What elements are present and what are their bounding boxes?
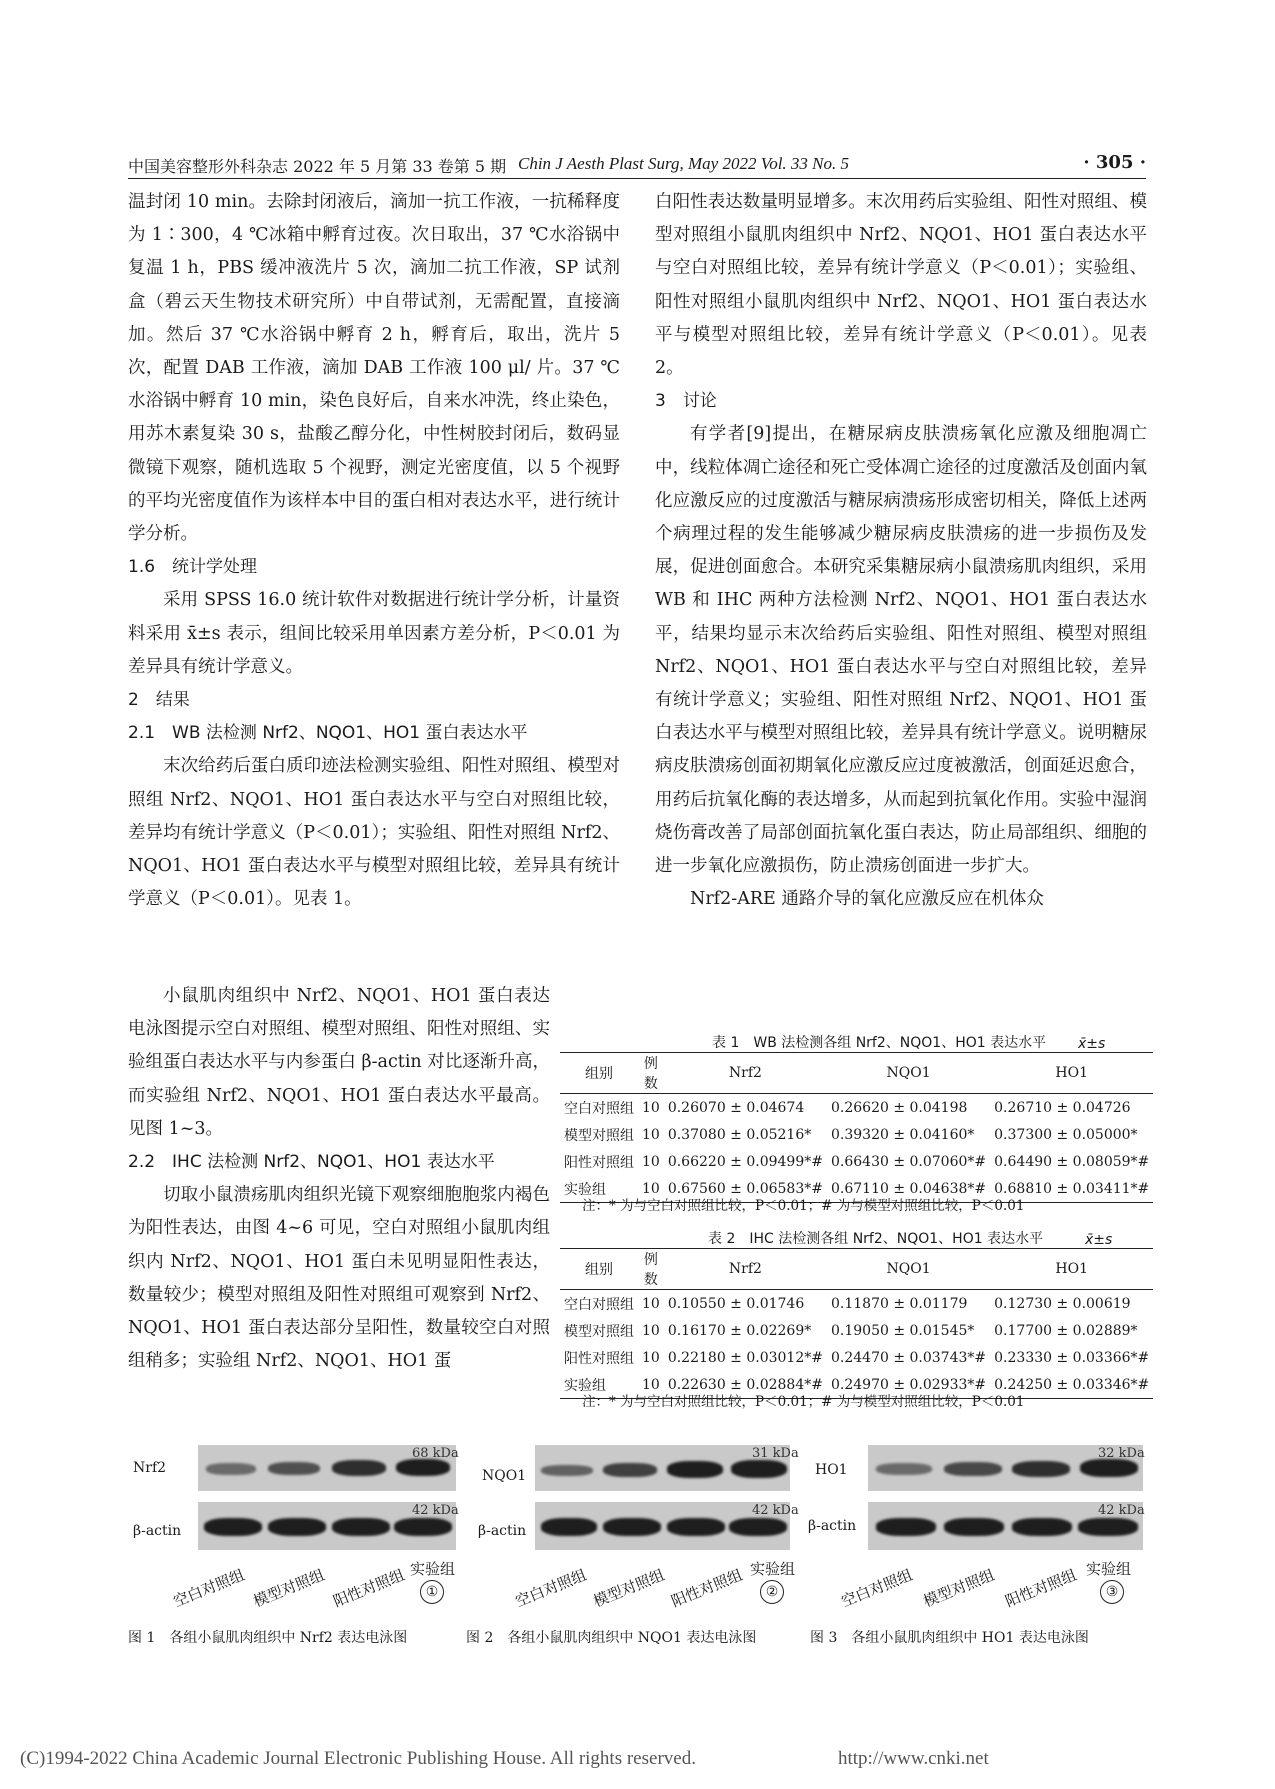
- table2-title: 表 2 IHC 法检测各组 Nrf2、NQO1、HO1 表达水平: [708, 1231, 1044, 1247]
- footer-url[interactable]: http://www.cnki.net: [838, 1748, 989, 1769]
- kda-marker: 42 kDa: [412, 1503, 459, 1518]
- table-header: Nrf2: [728, 1065, 762, 1081]
- blot-band: [1078, 1518, 1138, 1536]
- table-cell: 阳性对照组: [564, 1154, 634, 1171]
- table-cell: 0.11870 ± 0.01179: [830, 1295, 968, 1312]
- kda-marker: 68 kDa: [412, 1446, 459, 1461]
- table-cell: 0.37300 ± 0.05000*: [994, 1126, 1138, 1143]
- table-cell: 模型对照组: [564, 1323, 634, 1340]
- table-header: 例数: [643, 1252, 658, 1288]
- body-paragraph: 温封闭 10 min。去除封闭液后，滴加一抗工作液，一抗稀释度为 1∶300，4 ℃冰箱中孵育过夜。次日取出，37 ℃水浴锅中复温 1 h，PBS 缓冲液洗片 5 次，滴加二抗工作液，SP 试剂盒（碧云天生物技术研究所）中自带试剂，无需配置，直接滴加。然后 37 ℃水浴锅中孵育 2 h，孵育后，取出，洗片 5 次，配置 DAB 工作液，滴加 DAB 工作液 100 μl/ 片。37 ℃水浴锅中孵育 10 min，染色良好后，自来水冲洗，终止染色，用苏木素复染 30 s，盐酸乙醇分化，中性树胶封闭后，数码显微镜下观察，随机选取 5 个视野，测定光密度值，以 5 个视野的平均光密度值作为该样本中目的蛋白相对表达水平，进行统计学分析。: [128, 192, 620, 545]
- reference-label: β-actin: [133, 1523, 182, 1539]
- table-cell: 实验组: [564, 1377, 606, 1394]
- figure-2-caption: 图 2 各组小鼠肌肉组织中 NQO1 表达电泳图: [466, 1630, 757, 1646]
- table-row: [560, 1344, 1153, 1371]
- right-column: [655, 186, 1147, 916]
- table-cell: 0.66430 ± 0.07060*#: [830, 1153, 987, 1170]
- table-cell: 0.66220 ± 0.09499*#: [667, 1153, 823, 1170]
- table-header: 组别: [585, 1066, 613, 1082]
- table-cell: 0.64490 ± 0.08059*#: [994, 1153, 1150, 1170]
- table-row: [560, 1290, 1153, 1318]
- table-cell: 0.26070 ± 0.04674: [667, 1099, 805, 1116]
- blot-band: [603, 1463, 657, 1477]
- table-cell: 10: [642, 1126, 660, 1143]
- table-cell: 0.67110 ± 0.04638*#: [830, 1180, 987, 1197]
- table-row: [560, 1148, 1153, 1175]
- table-header: 组别: [585, 1262, 613, 1278]
- lane-label: 实验组: [750, 1560, 796, 1578]
- blot-band: [731, 1460, 787, 1478]
- table-row: [560, 1317, 1153, 1344]
- blot-band: [667, 1461, 723, 1478]
- figure-number: ①: [420, 1580, 444, 1604]
- table-cell: 0.19050 ± 0.01545*: [830, 1322, 975, 1339]
- body-paragraph: Nrf2-ARE 通路介导的氧化应激反应在机体众: [690, 889, 1044, 910]
- table1-stat: x̄±s: [1078, 1036, 1106, 1052]
- figure-number: ②: [760, 1580, 784, 1604]
- protein-label: HO1: [815, 1462, 848, 1478]
- blot-band: [541, 1518, 597, 1536]
- blot-band: [332, 1460, 386, 1476]
- table-cell: 10: [642, 1322, 660, 1339]
- table-cell: 0.16170 ± 0.02269*: [667, 1322, 812, 1339]
- kda-marker: 42 kDa: [752, 1503, 799, 1518]
- body-paragraph: 白阳性表达数量明显增多。末次用药后实验组、阳性对照组、模型对照组小鼠肌肉组织中 Nrf2、NQO1、HO1 蛋白表达水平与空白对照组比较，差异有统计学意义（P＜0.01）；实验组、阳性对照组小鼠肌肉组织中 Nrf2、NQO1、HO1 蛋白表达水平与模型对照组比较，差异有统计学意义（P＜0.01）。见表 2。: [655, 192, 1147, 379]
- table-cell: 10: [642, 1099, 660, 1116]
- table-cell: 0.68810 ± 0.03411*#: [994, 1180, 1150, 1197]
- table-cell: 0.24470 ± 0.03743*#: [830, 1349, 987, 1366]
- table-cell: 0.26620 ± 0.04198: [830, 1099, 968, 1116]
- section-heading: 2 结果: [128, 690, 190, 711]
- kda-marker: 42 kDa: [1098, 1503, 1145, 1518]
- blot-band: [396, 1459, 450, 1476]
- kda-marker: 32 kDa: [1098, 1446, 1145, 1461]
- table-cell: 模型对照组: [564, 1127, 634, 1144]
- blot-band: [206, 1463, 256, 1475]
- running-header: [128, 150, 1146, 179]
- table-cell: 0.24970 ± 0.02933*#: [830, 1376, 987, 1393]
- blot-band: [204, 1518, 262, 1536]
- table-cell: 空白对照组: [564, 1296, 634, 1313]
- table-header: NQO1: [886, 1261, 931, 1277]
- reference-label: β-actin: [478, 1523, 527, 1539]
- table-cell: 0.10550 ± 0.01746: [667, 1295, 805, 1312]
- table2-note: 注：* 为与空白对照组比较，P＜0.01；# 为与模型对照组比较，P＜0.01: [582, 1394, 1025, 1410]
- left-column: [128, 186, 620, 916]
- table-header: HO1: [1055, 1065, 1089, 1081]
- body-paragraph: 小鼠肌肉组织中 Nrf2、NQO1、HO1 蛋白表达电泳图提示空白对照组、模型对照组、阳性对照组、实验组蛋白表达水平与内参蛋白 β-actin 对比逐渐升高，而实验组 Nrf2、NQO1、HO1 蛋白表达水平最高。见图 1~3。: [128, 986, 550, 1139]
- section-heading: 3 讨论: [655, 391, 717, 412]
- table-cell: 10: [642, 1376, 660, 1393]
- body-paragraph: 末次给药后蛋白质印迹法检测实验组、阳性对照组、模型对照组 Nrf2、NQO1、HO1 蛋白表达水平与空白对照组比较，差异均有统计学意义（P＜0.01）；实验组、阳性对照组 Nrf2、NQO1、HO1 蛋白表达水平与模型对照组比较，差异具有统计学意义（P＜0.01）。见表 1。: [128, 756, 620, 910]
- table-cell: 0.26710 ± 0.04726: [994, 1099, 1131, 1116]
- blot-band: [1080, 1459, 1138, 1477]
- protein-label: NQO1: [482, 1468, 527, 1484]
- page-number: · 305 ·: [1083, 152, 1146, 173]
- table-cell: 0.39320 ± 0.04160*: [830, 1126, 975, 1143]
- journal-name-en: Chin J Aesth Plast Surg, May 2022 Vol. 33 No. 5: [518, 154, 850, 173]
- table-cell: 阳性对照组: [564, 1350, 634, 1367]
- blot-band: [394, 1518, 452, 1536]
- table-cell: 0.22180 ± 0.03012*#: [667, 1349, 823, 1366]
- section-heading: 2.1 WB 法检测 Nrf2、NQO1、HO1 蛋白表达水平: [128, 723, 528, 744]
- body-paragraph: 切取小鼠溃疡肌肉组织光镜下观察细胞胞浆内褐色为阳性表达，由图 4~6 可见，空白对照组小鼠肌肉组织内 Nrf2、NQO1、HO1 蛋白未见明显阳性表达，数量较少；模型对照组及阳性对照组可观察到 Nrf2、NQO1、HO1 蛋白表达部分呈阳性，数量较空白对照组稍多；实验组 Nrf2、NQO1、HO1 蛋: [128, 1185, 550, 1372]
- table1: [560, 1052, 1153, 1203]
- table-row: [560, 1094, 1153, 1122]
- blot-band: [729, 1518, 787, 1536]
- section-heading: 2.2 IHC 法检测 Nrf2、NQO1、HO1 表达水平: [128, 1152, 495, 1173]
- body-paragraph: 采用 SPSS 16.0 统计软件对数据进行统计学分析，计量资料采用 x̄±s 表示，组间比较采用单因素方差分析，P＜0.01 为差异具有统计学意义。: [128, 590, 620, 677]
- table1-note: 注：* 为与空白对照组比较，P＜0.01；# 为与模型对照组比较，P＜0.01: [582, 1198, 1025, 1214]
- journal-name-cn: 中国美容整形外科杂志 2022 年 5 月第 33 卷第 5 期: [128, 157, 507, 176]
- blot-band: [876, 1518, 936, 1536]
- table-header-row: [560, 1053, 1153, 1094]
- table-cell: 0.67560 ± 0.06583*#: [667, 1180, 823, 1197]
- protein-label: Nrf2: [133, 1460, 167, 1476]
- blot-band: [944, 1462, 1002, 1476]
- table-header: Nrf2: [728, 1261, 762, 1277]
- table-cell: 0.22630 ± 0.02884*#: [667, 1376, 823, 1393]
- table-cell: 10: [642, 1349, 660, 1366]
- blot-band: [332, 1518, 390, 1536]
- blot-band: [268, 1518, 326, 1536]
- table-cell: 0.23330 ± 0.03366*#: [994, 1349, 1150, 1366]
- blot-band: [268, 1462, 320, 1475]
- blot-band: [876, 1463, 932, 1475]
- table-cell: 空白对照组: [564, 1100, 634, 1117]
- body-paragraph: 有学者[9]提出，在糖尿病皮肤溃疡氧化应激及细胞凋亡中，线粒体凋亡途径和死亡受体凋亡途径的过度激活及创面内氧化应激反应的过度激活与糖尿病溃疡形成密切相关，降低上述两个病理过程的发生能够减少糖尿病皮肤溃疡的进一步损伤及发展，促进创面愈合。本研究采集糖尿病小鼠溃疡肌肉组织，采用 WB 和 IHC 两种方法检测 Nrf2、NQO1、HO1 蛋白表达水平，结果均显示末次给药后实验组、阳性对照组、模型对照组 Nrf2、NQO1、HO1 蛋白表达水平与空白对照组比较，差异有统计学意义；实验组、阳性对照组 Nrf2、NQO1、HO1 蛋白表达水平与模型对照组比较，差异具有统计学意义。说明糖尿病皮肤溃疡创面初期氧化应激反应过度被激活，创面延迟愈合，用药后抗氧化酶的表达增多，从而起到抗氧化作用。实验中湿润烧伤膏改善了局部创面抗氧化蛋白表达，防止局部组织、细胞的进一步氧化应激损伤，防止溃疡创面进一步扩大。: [655, 424, 1147, 877]
- lane-label: 阳性对照组: [330, 1565, 408, 1611]
- table-cell: 10: [642, 1295, 660, 1312]
- table-cell: 0.37080 ± 0.05216*: [667, 1126, 812, 1143]
- table-header-row: [560, 1249, 1153, 1290]
- lane-label: 空白对照组: [170, 1565, 248, 1611]
- table-header: 例数: [643, 1056, 658, 1092]
- lane-label: 阳性对照组: [1002, 1565, 1080, 1611]
- blot-band: [1012, 1518, 1072, 1536]
- copyright-notice: (C)1994-2022 China Academic Journal Electronic Publishing House. All rights reserved.: [20, 1748, 696, 1769]
- figure-3-caption: 图 3 各组小鼠肌肉组织中 HO1 表达电泳图: [810, 1630, 1089, 1646]
- table-cell: 10: [642, 1180, 660, 1197]
- lane-label: 实验组: [1086, 1560, 1132, 1578]
- blot-band: [1012, 1461, 1070, 1477]
- lane-label: 实验组: [410, 1560, 456, 1578]
- table-cell: 0.24250 ± 0.03346*#: [994, 1376, 1150, 1393]
- table-header: NQO1: [886, 1065, 931, 1081]
- table-row: [560, 1121, 1153, 1148]
- blot-band: [603, 1518, 661, 1536]
- table-cell: 0.12730 ± 0.00619: [994, 1295, 1131, 1312]
- left-column-narrow: [128, 980, 550, 1378]
- reference-label: β-actin: [808, 1518, 857, 1534]
- table-cell: 0.17700 ± 0.02889*: [994, 1322, 1138, 1339]
- section-heading: 1.6 统计学处理: [128, 557, 258, 578]
- lane-label: 模型对照组: [590, 1565, 668, 1611]
- table2-stat: x̄±s: [1085, 1232, 1113, 1248]
- lane-label: 空白对照组: [838, 1565, 916, 1611]
- lane-label: 阳性对照组: [668, 1565, 746, 1611]
- lane-label: 模型对照组: [250, 1565, 328, 1611]
- kda-marker: 31 kDa: [752, 1446, 799, 1461]
- lane-label: 空白对照组: [512, 1565, 590, 1611]
- table1-title: 表 1 WB 法检测各组 Nrf2、NQO1、HO1 表达水平: [712, 1035, 1047, 1051]
- table-cell: 实验组: [564, 1181, 606, 1198]
- table2: [560, 1248, 1153, 1399]
- blot-band: [667, 1518, 725, 1536]
- blot-band: [944, 1518, 1004, 1536]
- figure-number: ③: [1100, 1580, 1124, 1604]
- lane-label: 模型对照组: [920, 1565, 998, 1611]
- table-header: HO1: [1055, 1261, 1089, 1277]
- blot-band: [541, 1465, 593, 1476]
- table-cell: 10: [642, 1153, 660, 1170]
- figure-1-caption: 图 1 各组小鼠肌肉组织中 Nrf2 表达电泳图: [128, 1630, 408, 1646]
